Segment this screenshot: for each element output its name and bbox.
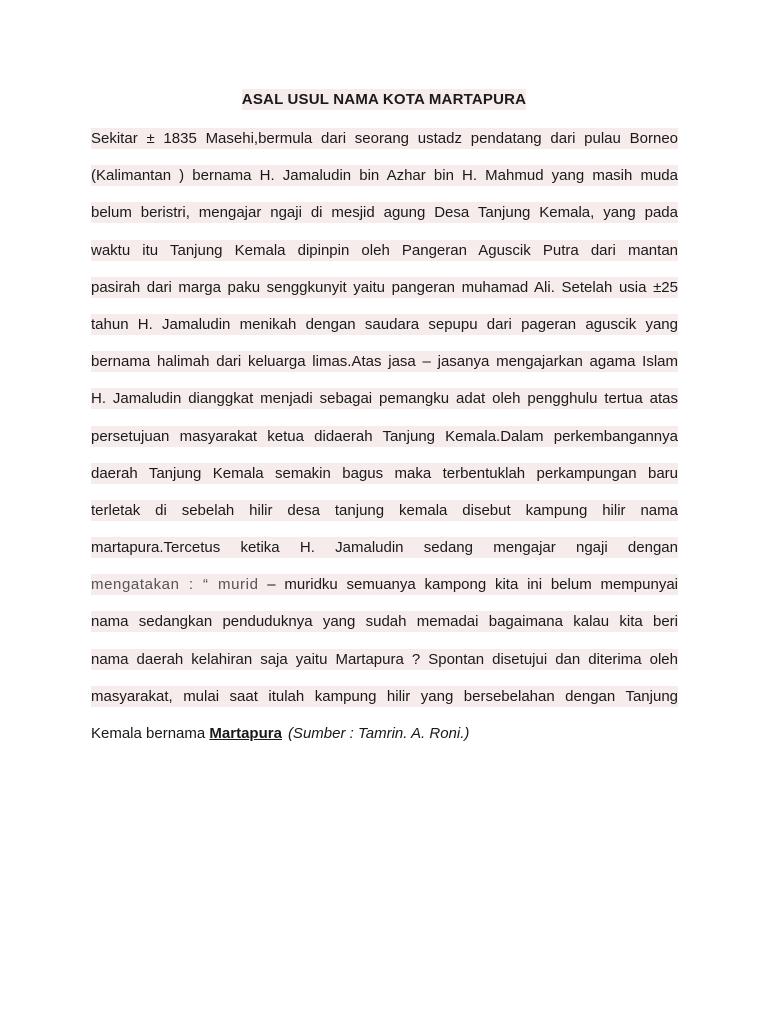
emphasis-martapura: Martapura (209, 725, 282, 742)
text-line: martapura.Tercetus ketika H. Jamaludin sedang mengajar ngaji dengan (91, 539, 678, 557)
text-line: persetujuan masyarakat ketua didaerah Tanjung Kemala.Dalam perkembangannya (91, 427, 678, 445)
text-line: terletak di sebelah hilir desa tanjung kemala disebut kampung hilir nama (91, 501, 678, 519)
text-line: daerah Tanjung Kemala semakin bagus maka terbentuklah perkampungan baru (91, 464, 678, 482)
text-line: H. Jamaludin dianggkat menjadi sebagai pemangku adat oleh pengghulu tertua atas (91, 390, 678, 408)
text-line: Sekitar ± 1835 Masehi,bermula dari seorang ustadz pendatang dari pulau Borneo (91, 130, 678, 147)
text-line: pasirah dari marga paku senggkunyit yaitu pangeran muhamad Ali. Setelah usia ±25 (91, 278, 678, 296)
quoted-speech-start: mengatakan : “ murid (91, 576, 259, 594)
document-body (91, 126, 678, 758)
text-line: (Kalimantan ) bernama H. Jamaludin bin Azhar bin H. Mahmud yang masih muda (91, 167, 678, 185)
text-line: waktu itu Tanjung Kemala dipinpin oleh Pangeran Aguscik Putra dari mantan (91, 241, 678, 259)
text-line: nama sedangkan penduduknya yang sudah memadai bagaimana kalau kita beri (91, 613, 678, 631)
source-citation: (Sumber : Tamrin. A. Roni.) (287, 725, 470, 742)
document-title: ASAL USUL NAMA KOTA MARTAPURA (241, 91, 527, 108)
text-line: tahun H. Jamaludin menikah dengan saudara sepupu dari pageran aguscik yang (91, 315, 678, 333)
text-line: bernama halimah dari keluarga limas.Atas jasa – jasanya mengajarkan agama Islam (91, 353, 678, 371)
text-line: mengatakan : “ murid – muridku semuanya kampong kita ini belum mempunyai (91, 576, 678, 594)
text-line: masyarakat, mulai saat itulah kampung hilir yang bersebelahan dengan Tanjung (91, 687, 678, 705)
text-line: belum beristri, mengajar ngaji di mesjid agung Desa Tanjung Kemala, yang pada (91, 204, 678, 222)
text-line-last: Kemala bernama Martapura (Sumber : Tamrin. A. Roni.) (91, 725, 470, 742)
text-line: nama daerah kelahiran saja yaitu Martapura ? Spontan disetujui dan diterima oleh (91, 650, 678, 668)
